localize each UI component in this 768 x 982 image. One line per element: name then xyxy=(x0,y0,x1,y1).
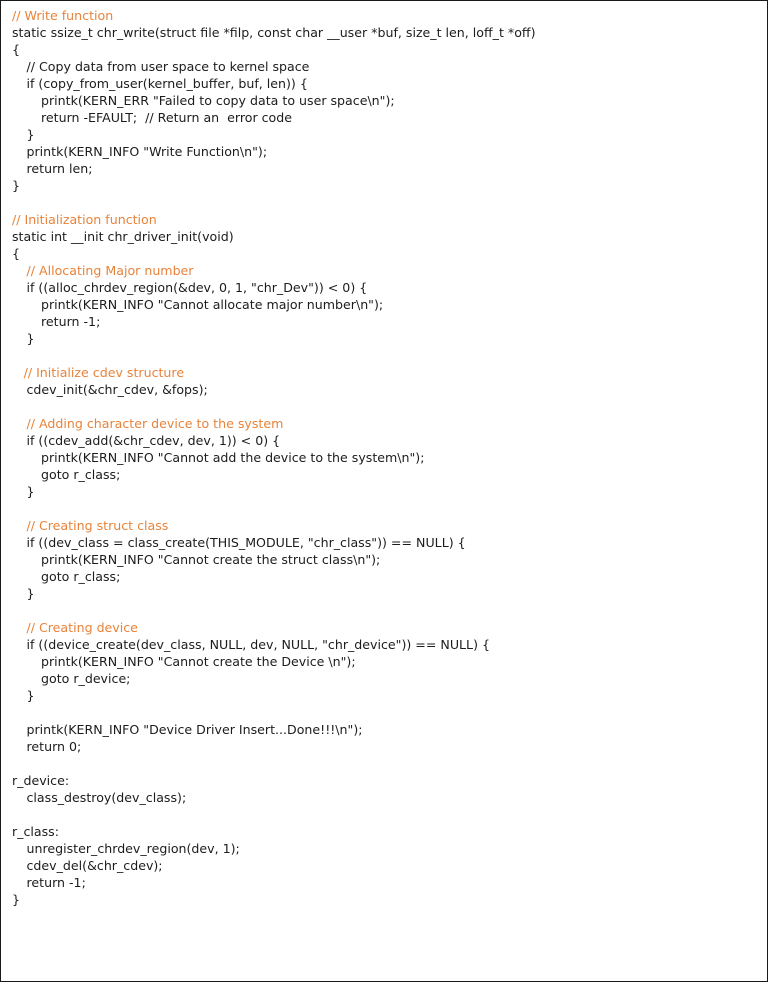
code-line: printk(KERN_INFO "Write Function\n"); xyxy=(26,144,268,159)
code-line: } xyxy=(12,178,21,193)
code-line: } xyxy=(26,127,35,142)
code-line: return -EFAULT; // Return an error code xyxy=(41,110,293,125)
code-line: cdev_init(&chr_cdev, &fops); xyxy=(26,382,208,397)
code-line: } xyxy=(26,484,35,499)
code-line: return -1; xyxy=(26,875,86,890)
code-line: r_class: xyxy=(12,824,59,839)
code-line: r_device: xyxy=(12,773,70,788)
code-line: } xyxy=(26,586,35,601)
code-blank-line xyxy=(12,704,759,721)
code-comment-line: // Creating device xyxy=(26,620,138,635)
code-blank-line xyxy=(12,500,759,517)
code-blank-line xyxy=(12,602,759,619)
code-comment-line: // Write function xyxy=(12,8,114,23)
code-blank-line xyxy=(12,347,759,364)
code-line: unregister_chrdev_region(dev, 1); xyxy=(26,841,240,856)
code-line: class_destroy(dev_class); xyxy=(26,790,187,805)
code-line: if ((alloc_chrdev_region(&dev, 0, 1, "chr_Dev")) < 0) { xyxy=(26,280,368,295)
code-line: static int __init chr_driver_init(void) xyxy=(12,229,234,244)
code-line: return 0; xyxy=(26,739,82,754)
code-blank-line xyxy=(12,194,759,211)
code-line: { xyxy=(12,246,21,261)
code-line: goto r_device; xyxy=(41,671,131,686)
code-line: if (copy_from_user(kernel_buffer, buf, len)) { xyxy=(26,76,308,91)
code-line: return -1; xyxy=(41,314,101,329)
code-line: static ssize_t chr_write(struct file *filp, const char __user *buf, size_t len, loff_t *off) xyxy=(12,25,536,40)
code-line: printk(KERN_INFO "Cannot allocate major number\n"); xyxy=(41,297,384,312)
code-line: // Copy data from user space to kernel space xyxy=(26,59,310,74)
code-line: } xyxy=(26,688,35,703)
code-line: } xyxy=(12,892,21,907)
code-line: printk(KERN_ERR "Failed to copy data to user space\n"); xyxy=(41,93,395,108)
code-line: printk(KERN_INFO "Device Driver Insert...Done!!!\n"); xyxy=(26,722,363,737)
code-line: goto r_class; xyxy=(41,467,121,482)
code-blank-line xyxy=(12,755,759,772)
code-line: } xyxy=(26,331,35,346)
code-line: cdev_del(&chr_cdev); xyxy=(26,858,163,873)
code-line: printk(KERN_INFO "Cannot create the Device \n"); xyxy=(41,654,356,669)
code-line: return len; xyxy=(26,161,93,176)
code-block xyxy=(12,7,759,908)
code-line: if ((device_create(dev_class, NULL, dev, NULL, "chr_device")) == NULL) { xyxy=(26,637,491,652)
code-line: printk(KERN_INFO "Cannot create the struct class\n"); xyxy=(41,552,381,567)
code-line: if ((cdev_add(&chr_cdev, dev, 1)) < 0) { xyxy=(26,433,281,448)
code-comment-line: // Creating struct class xyxy=(26,518,169,533)
code-comment-line: // Adding character device to the system xyxy=(26,416,284,431)
code-blank-line xyxy=(12,806,759,823)
code-comment-line: // Initialization function xyxy=(12,212,157,227)
code-line: if ((dev_class = class_create(THIS_MODULE, "chr_class")) == NULL) { xyxy=(26,535,466,550)
code-blank-line xyxy=(12,398,759,415)
code-line: { xyxy=(12,42,21,57)
code-line: goto r_class; xyxy=(41,569,121,584)
code-comment-line: // Allocating Major number xyxy=(26,263,194,278)
code-comment-line: // Initialize cdev structure xyxy=(23,365,185,380)
code-line: printk(KERN_INFO "Cannot add the device to the system\n"); xyxy=(41,450,425,465)
